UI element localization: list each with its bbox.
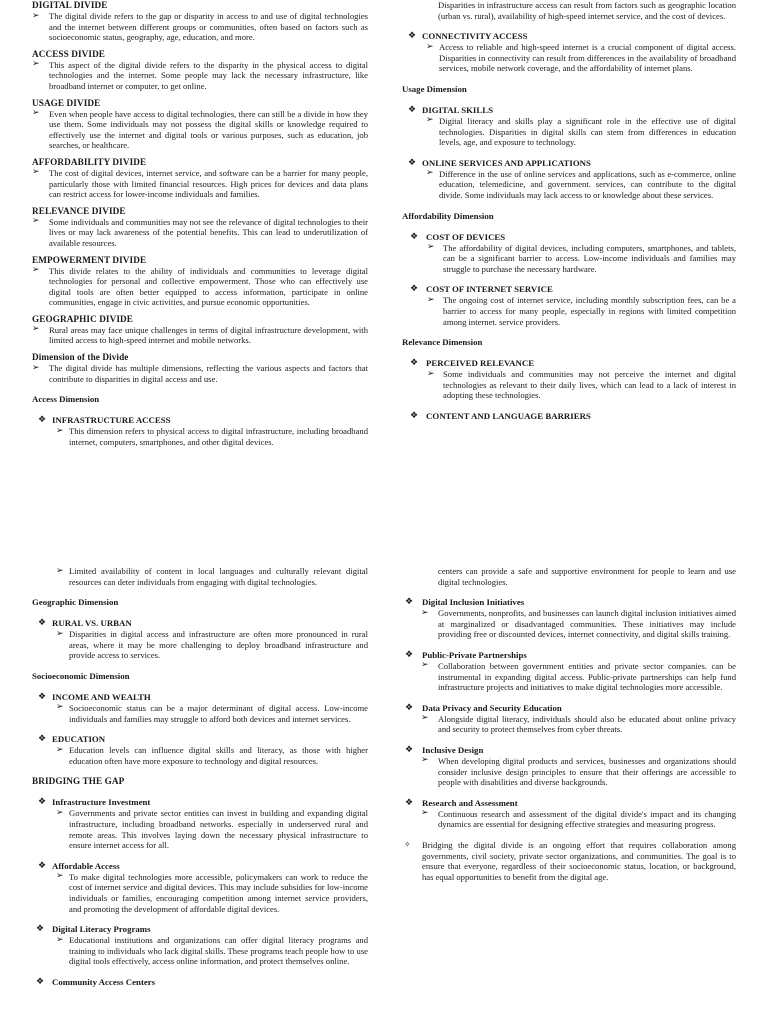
diamond-subheading <box>32 924 368 935</box>
spacer <box>402 401 736 411</box>
diamond-subheading <box>32 618 368 629</box>
bullet-text: The digital divide has multiple dimensions, reflecting the various aspects and factors that contribute to disparities in digital access and use. <box>49 363 368 384</box>
diamond-subheading <box>402 703 736 714</box>
hollow-diamond-bullet-icon: ✧ <box>404 839 411 849</box>
bullet-item <box>402 608 736 640</box>
section-heading: EMPOWERMENT DIVIDE <box>32 254 147 265</box>
arrowhead-bullet-icon: ➢ <box>32 167 40 178</box>
bullet-text: Continuous research and assessment of the digital divide's impact and its changing dynamics are essential for designing effective strategies and measuring progress. <box>438 808 736 830</box>
arrowhead-bullet-icon: ➢ <box>56 744 64 755</box>
spacer <box>402 21 736 31</box>
arrowhead-bullet-icon: ➢ <box>426 115 434 126</box>
spacer <box>402 95 736 105</box>
dimension-heading: Socioeconomic Dimension <box>32 670 130 681</box>
subheading-text: RURAL VS. URBAN <box>52 618 132 629</box>
section-heading: USAGE DIVIDE <box>32 97 101 108</box>
arrowhead-bullet-icon: ➢ <box>421 755 429 766</box>
spacer <box>32 914 368 924</box>
arrowhead-bullet-icon: ➢ <box>32 108 40 119</box>
bullet-item <box>402 661 736 693</box>
diamond-subheading <box>402 745 736 756</box>
bullet-item <box>32 60 368 92</box>
bullet-text: Governments, nonprofits, and businesses can launch digital inclusion initiatives aimed at marginalized or disadvantaged communities. These initiatives may include providing free or discounted devices, internet connectivity, and digital skills training. <box>438 608 736 640</box>
diamond-subheading <box>402 284 736 295</box>
bullet-text: This dimension refers to physical access to digital infrastructure, including broadband internet, computers, smartphones, and other digital devices. <box>69 426 368 447</box>
spacer <box>32 682 368 692</box>
diamond-subheading <box>32 415 368 426</box>
dimension-heading: Relevance Dimension <box>402 337 483 348</box>
arrowhead-bullet-icon: ➢ <box>56 807 64 818</box>
section-heading: ACCESS DIVIDE <box>32 48 106 59</box>
spacer <box>402 693 736 703</box>
bullet-text: The affordability of digital devices, including computers, smartphones, and tablets, can be a significant barrier to access. Low-income individuals and families may struggle to purchase the necessary hardware. <box>443 242 736 274</box>
spacer <box>402 74 736 84</box>
diamond-bullet-icon: ❖ <box>38 691 47 702</box>
section-heading: BRIDGING THE GAP <box>32 776 125 787</box>
top-left-column <box>32 0 368 447</box>
bullet-item <box>32 935 368 967</box>
bullet-text: To make digital technologies more accessible, policymakers can work to reduce the cost of internet service and digital devices. This may include subsidies for low-income individuals or families, encouraging competition among internet service providers, and promoting the development of affordable digital devices. <box>69 871 368 914</box>
section-heading: DIGITAL DIVIDE <box>32 0 108 10</box>
diamond-bullet-icon: ❖ <box>410 358 419 369</box>
closing-paragraph <box>402 840 736 882</box>
spacer <box>402 587 736 597</box>
diamond-subheading <box>32 861 368 872</box>
subheading-text: PERCEIVED RELEVANCE <box>426 358 535 369</box>
bullet-item <box>32 629 368 661</box>
diamond-bullet-icon: ❖ <box>405 702 414 713</box>
bullet-item <box>402 169 736 201</box>
continued-text: centers can provide a safe and supportive environment for people to learn and use digital technologies. <box>438 566 736 587</box>
spacer <box>32 384 368 394</box>
diamond-bullet-icon: ❖ <box>405 744 414 755</box>
spacer <box>402 788 736 798</box>
bullet-item <box>32 109 368 151</box>
arrowhead-bullet-icon: ➢ <box>56 871 64 882</box>
subheading-text: INFRASTRUCTURE ACCESS <box>52 415 171 426</box>
bullet-text: Some individuals and communities may not perceive the internet and digital technologies as relevant to their daily lives, which can lead to a lack of interest in adopting these technologies. <box>443 369 736 401</box>
page-bottom-half <box>0 566 768 1024</box>
dimension-heading: Affordability Dimension <box>402 210 494 221</box>
bullet-text: Alongside digital literacy, individuals should also be educated about online privacy and security to protect themselves from cyber threats. <box>438 713 736 735</box>
bullet-item <box>32 872 368 914</box>
bullet-text: Some individuals and communities may not see the relevance of digital technologies to their lives or may lack awareness of the potential benefits. This can lead to underutilization of available resources. <box>49 216 368 248</box>
diamond-subheading <box>402 358 736 369</box>
spacer <box>402 327 736 337</box>
arrowhead-bullet-icon: ➢ <box>421 713 429 724</box>
spacer <box>402 640 736 650</box>
bullet-text: Digital literacy and skills play a significant role in the effective use of digital technologies. Disparities in digital skills can stem from differences in education levels, age, and exposure to technology. <box>439 115 736 148</box>
arrowhead-bullet-icon: ➢ <box>56 934 64 945</box>
bullet-item <box>32 168 368 200</box>
diamond-subheading <box>32 692 368 703</box>
diamond-bullet-icon: ❖ <box>38 797 47 808</box>
spacer <box>32 851 368 861</box>
subheading-text: Inclusive Design <box>422 744 484 755</box>
arrowhead-bullet-icon: ➢ <box>56 425 64 436</box>
bullet-item <box>402 809 736 830</box>
section-heading: AFFORDABILITY DIVIDE <box>32 156 147 167</box>
arrowhead-bullet-icon: ➢ <box>427 242 435 253</box>
arrowhead-bullet-icon: ➢ <box>56 628 64 639</box>
bullet-text: Socioeconomic status can be a major determinant of digital access. Low-income individuals and families may struggle to afford both devices and internet services. <box>69 702 368 724</box>
bullet-item <box>32 426 368 447</box>
bullet-item <box>32 266 368 308</box>
spacer <box>32 587 368 597</box>
spacer <box>402 222 736 232</box>
subheading-text: COST OF INTERNET SERVICE <box>426 284 553 295</box>
subheading-text: Digital Literacy Programs <box>52 924 151 935</box>
subheading-text: CONNECTIVITY ACCESS <box>422 31 528 42</box>
diamond-bullet-icon: ❖ <box>405 797 414 808</box>
subheading-text: EDUCATION <box>52 734 106 745</box>
diamond-bullet-icon: ❖ <box>405 649 414 660</box>
dimension-heading: Access Dimension <box>32 394 100 405</box>
bullet-text: Collaboration between government entities and private sector companies. can be instrumental in expanding digital access. Public-private partnerships can help fund infrastructure projects and initiatives to make digital technologies more accessible. <box>438 660 736 693</box>
diamond-subheading <box>402 798 736 809</box>
diamond-bullet-icon: ❖ <box>38 415 47 426</box>
bullet-item <box>32 217 368 249</box>
bullet-item <box>32 808 368 850</box>
bullet-item <box>32 11 368 43</box>
diamond-bullet-icon: ❖ <box>408 104 417 115</box>
diamond-bullet-icon: ❖ <box>410 284 419 295</box>
arrowhead-bullet-icon: ➢ <box>32 265 40 275</box>
arrowhead-bullet-icon: ➢ <box>32 10 40 21</box>
diamond-bullet-icon: ❖ <box>408 157 417 168</box>
diamond-subheading <box>402 158 736 169</box>
section-heading: GEOGRAPHIC DIVIDE <box>32 313 133 324</box>
spacer <box>32 724 368 734</box>
subheading-text: DIGITAL SKILLS <box>422 104 493 115</box>
spacer <box>32 661 368 671</box>
subheading-text: CONTENT AND LANGUAGE BARRIERS <box>426 410 591 421</box>
bullet-text: Access to reliable and high-speed internet is a crucial component of digital access. Disparities in connectivity can result from differences in the availability of broadband services, mobile network coverage, and the affordability of internet plans. <box>439 42 736 74</box>
arrowhead-bullet-icon: ➢ <box>56 702 64 713</box>
bullet-text: When developing digital products and services, businesses and organizations should consider inclusive design principles to ensure that their offerings are accessible to people with disabilities and diverse backgrounds. <box>438 755 736 788</box>
arrowhead-bullet-icon: ➢ <box>421 660 429 671</box>
arrowhead-bullet-icon: ➢ <box>426 168 434 179</box>
arrowhead-bullet-icon: ➢ <box>32 324 40 335</box>
bullet-text: Difference in the use of online services and applications, such as e-commerce, online education, telemedicine, and government. services, can contribute to the digital divide. Some individuals may lack access to or knowledge about these services. <box>439 168 736 200</box>
top-right-column <box>402 0 736 422</box>
bullet-item <box>402 756 736 788</box>
bullet-text: The digital divide refers to the gap or disparity in access to and use of digital technologies and the internet between different groups or communities, often based on factors such as socioeconomic status, geography, age, education, and more. <box>49 11 368 43</box>
spacer <box>32 608 368 618</box>
section-heading: RELEVANCE DIVIDE <box>32 205 126 216</box>
bullet-item <box>32 566 368 587</box>
diamond-bullet-icon: ❖ <box>38 734 47 745</box>
bottom-right-column <box>402 566 736 882</box>
arrowhead-bullet-icon: ➢ <box>56 565 64 576</box>
arrowhead-bullet-icon: ➢ <box>426 41 434 52</box>
bullet-item <box>402 714 736 735</box>
arrowhead-bullet-icon: ➢ <box>427 294 435 305</box>
spacer <box>402 148 736 158</box>
spacer <box>402 830 736 840</box>
bullet-text: Even when people have access to digital technologies, there can still be a divide in how they use them. Some individuals may not possess the digital skills or knowledge required to effectively use the internet and digital tools or various purposes, such as education, job searches, or healthcare. <box>49 108 368 151</box>
section-heading: Dimension of the Divide <box>32 352 129 363</box>
diamond-subheading <box>402 597 736 608</box>
diamond-subheading <box>402 31 736 42</box>
bullet-text: Educational institutions and organizations can offer digital literacy programs and training to individuals who lack digital skills. These programs teach people how to use digital tools effectively, access online information, and protect themselves online. <box>69 935 368 967</box>
dimension-heading: Usage Dimension <box>402 83 467 94</box>
arrowhead-bullet-icon: ➢ <box>421 607 429 618</box>
diamond-bullet-icon: ❖ <box>38 618 47 629</box>
diamond-subheading <box>402 411 736 422</box>
spacer <box>32 766 368 776</box>
bullet-text: This aspect of the digital divide refers to the disparity in the physical access to digital technologies and the internet. Some people may lack the necessary infrastructure, like broadband internet or computer, to get online. <box>49 59 368 91</box>
bullet-text: The ongoing cost of internet service, including monthly subscription fees, can be a barrier to access for many people, especially in regions with limited competition among internet. service providers. <box>443 295 736 327</box>
bullet-item <box>402 295 736 327</box>
bullet-item <box>32 325 368 346</box>
diamond-bullet-icon: ❖ <box>408 31 417 42</box>
arrowhead-bullet-icon: ➢ <box>32 362 40 373</box>
bullet-item <box>402 116 736 148</box>
subheading-text: ONLINE SERVICES AND APPLICATIONS <box>422 157 591 168</box>
spacer <box>402 201 736 211</box>
bullet-text: Limited availability of content in local languages and culturally relevant digital resources can deter individuals from engaging with digital technologies. <box>69 566 368 587</box>
diamond-subheading <box>402 650 736 661</box>
spacer <box>402 348 736 358</box>
subheading-text: Data Privacy and Security Education <box>422 702 562 713</box>
diamond-bullet-icon: ❖ <box>410 410 419 421</box>
subheading-text: Infrastructure Investment <box>52 797 151 808</box>
spacer <box>32 787 368 797</box>
bullet-text: Education levels can influence digital skills and literacy, as those with higher education often have more exposure to technology and digital resources. <box>69 745 368 766</box>
dimension-heading: Geographic Dimension <box>32 597 119 608</box>
arrowhead-bullet-icon: ➢ <box>427 368 435 379</box>
spacer <box>402 735 736 745</box>
diamond-bullet-icon: ❖ <box>36 976 45 987</box>
bullet-text: Disparities in digital access and infrastructure are often more pronounced in rural areas, where it may be more challenging to deploy broadband infrastructure and provide access to services. <box>69 629 368 661</box>
spacer <box>32 405 368 415</box>
diamond-subheading <box>32 797 368 808</box>
subheading-text: Digital Inclusion Initiatives <box>422 597 525 608</box>
bullet-item <box>402 243 736 275</box>
subheading-text: INCOME AND WEALTH <box>52 691 151 702</box>
spacer <box>32 967 368 977</box>
diamond-subheading <box>402 105 736 116</box>
closing-text: Bridging the digital divide is an ongoing effort that requires collaboration among governments, civil society, private sector organizations, and communities. The goal is to ensure that everyone, regardless of their socioeconomic status, location, or background, has equal opportunities to benefit from the digital age. <box>422 839 736 882</box>
diamond-bullet-icon: ❖ <box>410 231 419 242</box>
arrowhead-bullet-icon: ➢ <box>32 216 40 227</box>
bullet-text: This divide relates to the ability of individuals and communities to leverage digital technologies for personal and collective empowerment. Those who can effectively use digital tools are often better equipped to access information, participate in online communities, engage in civic activities, and pursue economic opportunities. <box>49 265 368 308</box>
subheading-text: Public-Private Partnerships <box>422 649 527 660</box>
bullet-item <box>32 745 368 766</box>
subheading-text: Research and Assessment <box>422 797 518 808</box>
subheading-text: Affordable Access <box>52 860 120 871</box>
bullet-text: The cost of digital devices, internet service, and software can be a barrier for many people, particularly those with limited financial resources. High prices for devices and data plans can restrict access for lower-income individuals and families. <box>49 167 368 200</box>
diamond-bullet-icon: ❖ <box>36 924 45 935</box>
bullet-text: Governments and private sector entities can invest in building and expanding digital infrastructure, including broadband networks. especially in underserved rural and remote areas. This involves laying down the necessary physical infrastructure to ensure internet access for all. <box>69 808 368 851</box>
spacer <box>402 274 736 284</box>
arrowhead-bullet-icon: ➢ <box>421 808 429 819</box>
diamond-subheading <box>32 734 368 745</box>
subheading-text: Community Access Centers <box>52 976 156 987</box>
bottom-left-column <box>32 566 368 988</box>
diamond-bullet-icon: ❖ <box>405 597 414 608</box>
diamond-subheading <box>402 232 736 243</box>
continued-text: Disparities in infrastructure access can result from factors such as geographic location (urban vs. rural), availability of high-speed internet service, and the cost of devices. <box>438 0 736 21</box>
diamond-subheading <box>32 977 368 988</box>
arrowhead-bullet-icon: ➢ <box>32 59 40 70</box>
bullet-text: Rural areas may face unique challenges in terms of digital infrastructure development, with limited access to high-speed internet and mobile networks. <box>49 324 368 346</box>
bullet-item <box>32 703 368 724</box>
bullet-item <box>402 42 736 74</box>
diamond-bullet-icon: ❖ <box>38 860 47 871</box>
subheading-text: COST OF DEVICES <box>426 231 506 242</box>
bullet-item <box>402 369 736 401</box>
bullet-item <box>32 363 368 384</box>
